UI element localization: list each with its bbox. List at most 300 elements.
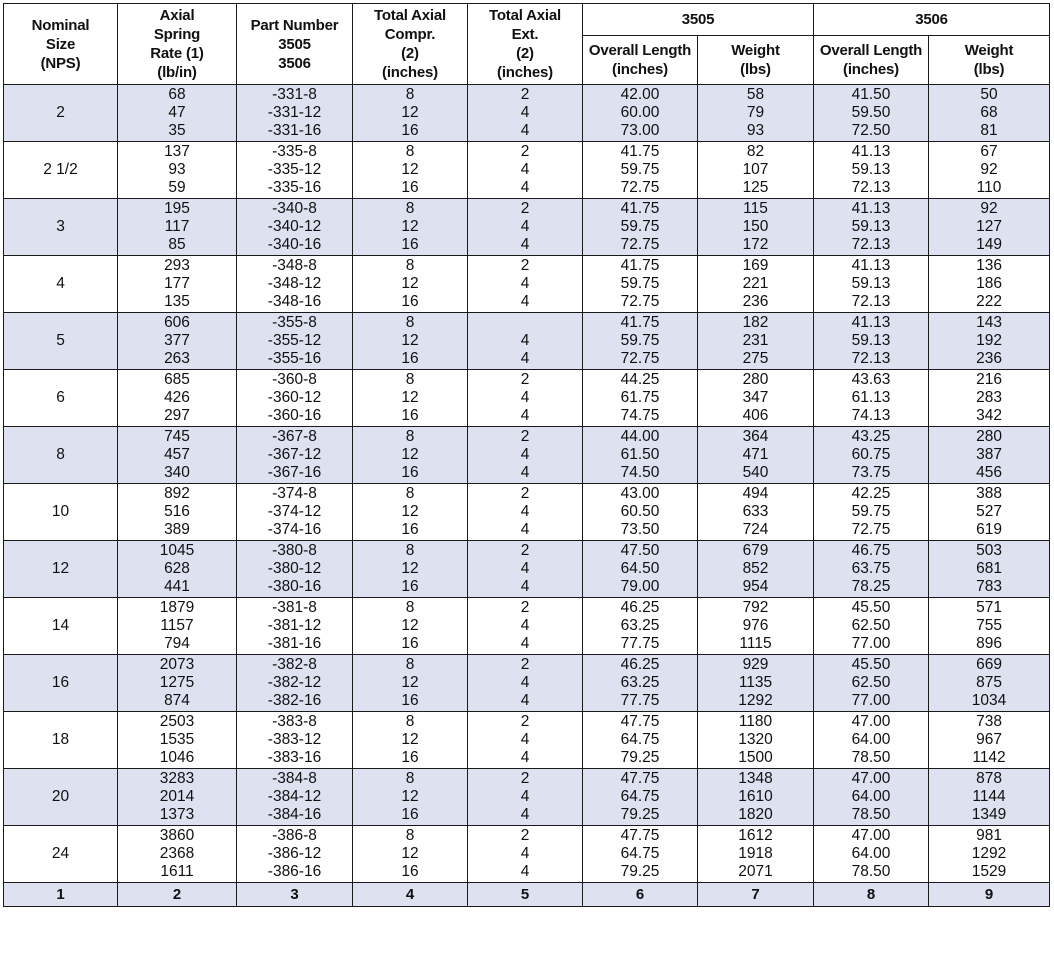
cell-value: 1611 — [160, 863, 194, 880]
cell-value: 47.00 — [851, 713, 891, 730]
cell-value: 79.00 — [620, 578, 660, 595]
header-line: (2) — [516, 45, 534, 62]
cell-value: 72.13 — [851, 179, 891, 196]
cell-value: 60.75 — [851, 446, 891, 463]
header-line: Total Axial — [374, 7, 446, 24]
cell-value: 41.13 — [851, 200, 891, 217]
cell-value: 68 — [980, 104, 998, 121]
cell-value: 792 — [742, 599, 769, 616]
cell-value: 669 — [976, 656, 1002, 673]
cell-value: -335-12 — [267, 161, 322, 178]
cell-value: 852 — [742, 560, 769, 577]
cell-total-axial-compr — [353, 85, 468, 142]
cell-value: 78.50 — [851, 806, 891, 823]
cell-value: 61.13 — [851, 389, 891, 406]
cell-value: 2014 — [159, 788, 195, 805]
header-line: (inches) — [612, 61, 668, 78]
header-part-number — [237, 4, 353, 85]
table-row — [4, 655, 1050, 712]
cell-part-number — [237, 85, 353, 142]
cell-value: 16 — [401, 407, 419, 424]
cell-value: 527 — [976, 503, 1002, 520]
cell-weight-3505 — [698, 256, 814, 313]
cell-spring-rate — [118, 541, 237, 598]
cell-value: 1612 — [738, 827, 773, 844]
header-line: Nominal — [31, 16, 90, 34]
cell-total-axial-ext — [468, 712, 583, 769]
cell-value: 8 — [405, 86, 415, 103]
table-row — [4, 427, 1050, 484]
cell-nominal-size: 16 — [4, 655, 118, 712]
header-line: 3506 — [278, 54, 311, 72]
cell-total-axial-compr — [353, 142, 468, 199]
cell-value: -386-8 — [272, 827, 317, 844]
cell-value: 12 — [401, 389, 419, 406]
cell-part-number — [237, 826, 353, 883]
cell-value: 77.75 — [620, 692, 660, 709]
cell-value: -380-12 — [267, 560, 322, 577]
cell-total-axial-compr — [353, 655, 468, 712]
cell-value: 8 — [405, 371, 415, 388]
header-line: Rate (1) — [150, 45, 204, 62]
cell-value: 186 — [976, 275, 1002, 292]
cell-value: 4 — [520, 806, 530, 823]
cell-value: -348-12 — [267, 275, 322, 292]
cell-value: 44.00 — [620, 428, 660, 445]
cell-value: 61.75 — [620, 389, 660, 406]
cell-weight-3506 — [929, 370, 1050, 427]
cell-value: 61.50 — [620, 446, 660, 463]
cell-value: 73.75 — [851, 464, 891, 481]
cell-value: 724 — [742, 521, 769, 538]
cell-value: 12 — [401, 845, 419, 862]
header-line: (2) — [401, 45, 419, 62]
cell-value: 293 — [164, 257, 190, 274]
cell-value: 16 — [401, 863, 419, 880]
cell-value: 8 — [405, 656, 415, 673]
cell-value: -360-8 — [272, 371, 317, 388]
cell-weight-3506 — [929, 655, 1050, 712]
cell-value: 72.13 — [851, 236, 891, 253]
cell-overall-length-3505 — [583, 769, 698, 826]
cell-value: -355-8 — [272, 314, 317, 331]
cell-value: 81 — [980, 122, 998, 139]
cell-weight-3506 — [929, 484, 1050, 541]
cell-value: 4 — [520, 635, 530, 652]
header-line: Spring — [153, 26, 201, 43]
cell-value: 4 — [520, 749, 530, 766]
cell-value: 389 — [164, 521, 190, 538]
cell-value: 3283 — [159, 770, 195, 787]
cell-value: 4 — [520, 731, 530, 748]
cell-value: 72.75 — [851, 521, 891, 538]
cell-spring-rate — [118, 370, 237, 427]
cell-value: 47.75 — [620, 770, 660, 787]
cell-value: 976 — [742, 617, 769, 634]
cell-value: 16 — [401, 464, 419, 481]
column-number: 4 — [353, 883, 468, 907]
cell-weight-3505 — [698, 541, 814, 598]
cell-total-axial-compr — [353, 199, 468, 256]
cell-value: 12 — [401, 674, 419, 691]
cell-value: -383-16 — [267, 749, 322, 766]
cell-value: 4 — [520, 446, 530, 463]
cell-value: 136 — [976, 257, 1002, 274]
cell-nominal-size: 5 — [4, 313, 118, 370]
cell-part-number — [237, 598, 353, 655]
cell-weight-3505 — [698, 712, 814, 769]
cell-value: 41.50 — [851, 86, 891, 103]
cell-value: 2 — [520, 656, 530, 673]
cell-part-number — [237, 142, 353, 199]
cell-value: 137 — [164, 143, 190, 160]
cell-spring-rate — [118, 142, 237, 199]
cell-value: 77.75 — [620, 635, 660, 652]
table-row — [4, 598, 1050, 655]
cell-value: 79.25 — [620, 749, 660, 766]
cell-value: 72.13 — [851, 293, 891, 310]
table-row — [4, 85, 1050, 142]
cell-value: 59.13 — [851, 275, 891, 292]
cell-value: 1144 — [972, 788, 1006, 805]
cell-value: 231 — [742, 332, 769, 349]
cell-weight-3505 — [698, 826, 814, 883]
cell-value: 16 — [401, 578, 419, 595]
cell-value: 364 — [742, 428, 769, 445]
cell-overall-length-3506 — [814, 484, 929, 541]
cell-part-number — [237, 370, 353, 427]
header-line: Overall Length — [588, 42, 692, 59]
cell-value: 4 — [520, 218, 530, 235]
cell-value: 16 — [401, 806, 419, 823]
cell-value: 221 — [742, 275, 769, 292]
cell-overall-length-3505 — [583, 142, 698, 199]
cell-value: 78.50 — [851, 863, 891, 880]
cell-value: 685 — [164, 371, 190, 388]
cell-value: 280 — [742, 371, 769, 388]
cell-weight-3506 — [929, 427, 1050, 484]
cell-total-axial-ext — [468, 541, 583, 598]
cell-value: 127 — [976, 218, 1002, 235]
cell-value: 8 — [405, 428, 415, 445]
table-row — [4, 142, 1050, 199]
cell-total-axial-ext — [468, 199, 583, 256]
cell-total-axial-compr — [353, 712, 468, 769]
cell-value: -384-8 — [272, 770, 317, 787]
cell-value: 43.63 — [851, 371, 891, 388]
cell-value: 59.75 — [620, 218, 660, 235]
cell-value: 4 — [520, 503, 530, 520]
cell-value: 64.50 — [620, 560, 660, 577]
cell-value: 2 — [520, 713, 530, 730]
cell-value: 12 — [401, 788, 419, 805]
header-line: Weight — [964, 42, 1014, 59]
cell-part-number — [237, 769, 353, 826]
header-line: (inches) — [382, 64, 438, 81]
cell-overall-length-3506 — [814, 712, 929, 769]
cell-value: 4 — [520, 236, 530, 253]
column-number: 2 — [118, 883, 237, 907]
cell-weight-3506 — [929, 712, 1050, 769]
cell-value: 135 — [164, 293, 190, 310]
cell-value: -374-12 — [267, 503, 322, 520]
header-spring-rate — [118, 4, 237, 85]
cell-value: 1180 — [738, 713, 773, 730]
cell-weight-3506 — [929, 598, 1050, 655]
table-row — [4, 370, 1050, 427]
cell-value: 2 — [520, 257, 530, 274]
table-row — [4, 199, 1050, 256]
header-line: (inches) — [843, 61, 899, 78]
cell-value: 172 — [742, 236, 769, 253]
header-line: (NPS) — [40, 54, 81, 72]
cell-value: 12 — [401, 446, 419, 463]
cell-value: -360-12 — [267, 389, 322, 406]
header-line: 3505 — [278, 35, 311, 53]
cell-value: 63.25 — [620, 674, 660, 691]
header-total-axial-compr — [353, 4, 468, 85]
cell-value: 967 — [976, 731, 1002, 748]
cell-value: 77.00 — [851, 635, 891, 652]
cell-part-number — [237, 427, 353, 484]
cell-value: 1292 — [738, 692, 773, 709]
cell-weight-3506 — [929, 826, 1050, 883]
cell-overall-length-3505 — [583, 598, 698, 655]
cell-value: 192 — [976, 332, 1002, 349]
cell-overall-length-3505 — [583, 370, 698, 427]
cell-nominal-size: 2 1/2 — [4, 142, 118, 199]
cell-value: 12 — [401, 161, 419, 178]
cell-value: 177 — [164, 275, 190, 292]
header-line: Weight — [731, 42, 780, 59]
cell-value: 892 — [164, 485, 190, 502]
cell-value: 681 — [976, 560, 1002, 577]
cell-value: 92 — [980, 161, 998, 178]
cell-value: -381-8 — [272, 599, 317, 616]
table-body — [4, 85, 1050, 883]
cell-value: 4 — [520, 464, 530, 481]
cell-value: 64.00 — [851, 731, 891, 748]
cell-overall-length-3505 — [583, 85, 698, 142]
cell-value: 46.25 — [620, 656, 660, 673]
cell-value: 4 — [520, 521, 530, 538]
cell-value: 794 — [164, 635, 190, 652]
header-nominal-size — [4, 4, 118, 85]
cell-value: 74.75 — [620, 407, 660, 424]
cell-part-number — [237, 256, 353, 313]
cell-value: 59.75 — [620, 161, 660, 178]
cell-value: 571 — [976, 599, 1002, 616]
cell-value: 169 — [742, 257, 769, 274]
cell-value: 347 — [742, 389, 769, 406]
cell-value: -340-8 — [272, 200, 317, 217]
cell-value: 494 — [742, 485, 769, 502]
cell-value: 4 — [520, 275, 530, 292]
cell-value: 62.50 — [851, 617, 891, 634]
cell-value: 2368 — [159, 845, 195, 862]
cell-value: 875 — [976, 674, 1002, 691]
cell-value: 79 — [746, 104, 765, 121]
cell-value: 4 — [520, 104, 530, 121]
cell-overall-length-3506 — [814, 85, 929, 142]
cell-value: 79.25 — [620, 863, 660, 880]
cell-value: -367-12 — [267, 446, 322, 463]
cell-value: 43.00 — [620, 485, 660, 502]
cell-value: 64.75 — [620, 731, 660, 748]
cell-value: 633 — [742, 503, 769, 520]
cell-value: 8 — [405, 257, 415, 274]
cell-value: -331-8 — [272, 86, 317, 103]
cell-value: 1045 — [159, 542, 195, 559]
cell-value: 457 — [164, 446, 190, 463]
cell-value: 1046 — [159, 749, 195, 766]
cell-value: 388 — [976, 485, 1002, 502]
cell-value: 150 — [742, 218, 769, 235]
cell-value: 1142 — [972, 749, 1006, 766]
cell-value: 44.25 — [620, 371, 660, 388]
cell-value: 16 — [401, 749, 419, 766]
cell-overall-length-3506 — [814, 427, 929, 484]
cell-value: 182 — [742, 314, 769, 331]
cell-value: 340 — [164, 464, 190, 481]
cell-value: 377 — [164, 332, 190, 349]
cell-nominal-size: 24 — [4, 826, 118, 883]
cell-value: 2 — [520, 599, 530, 616]
cell-value: 4 — [520, 293, 530, 310]
cell-nominal-size: 20 — [4, 769, 118, 826]
cell-value: 47.75 — [620, 713, 660, 730]
column-number: 3 — [237, 883, 353, 907]
cell-value: 275 — [742, 350, 769, 367]
cell-value: 755 — [976, 617, 1002, 634]
cell-total-axial-ext — [468, 85, 583, 142]
cell-value: 263 — [164, 350, 190, 367]
cell-value: 1320 — [738, 731, 773, 748]
cell-value: 4 — [520, 845, 530, 862]
cell-value: 236 — [742, 293, 769, 310]
cell-value: 1610 — [738, 788, 773, 805]
cell-value: 41.13 — [851, 143, 891, 160]
cell-spring-rate — [118, 427, 237, 484]
header-line: Total Axial — [489, 7, 561, 24]
cell-value: 8 — [405, 200, 415, 217]
cell-value: -367-8 — [272, 428, 317, 445]
cell-weight-3506 — [929, 256, 1050, 313]
cell-weight-3505 — [698, 484, 814, 541]
cell-value: 59.13 — [851, 332, 891, 349]
cell-total-axial-ext — [468, 484, 583, 541]
cell-value: 4 — [520, 122, 530, 139]
cell-value: 426 — [164, 389, 190, 406]
cell-spring-rate — [118, 712, 237, 769]
cell-value: 12 — [401, 218, 419, 235]
cell-value: -383-12 — [267, 731, 322, 748]
cell-value: 4 — [520, 692, 530, 709]
cell-overall-length-3506 — [814, 199, 929, 256]
cell-value: 954 — [742, 578, 769, 595]
cell-weight-3505 — [698, 85, 814, 142]
cell-value: 47.50 — [620, 542, 660, 559]
cell-overall-length-3505 — [583, 256, 698, 313]
cell-value: 41.13 — [851, 314, 891, 331]
cell-value: 783 — [976, 578, 1002, 595]
cell-value: 2071 — [738, 863, 773, 880]
cell-value: 297 — [164, 407, 190, 424]
cell-value: 78.50 — [851, 749, 891, 766]
cell-overall-length-3505 — [583, 712, 698, 769]
cell-part-number — [237, 541, 353, 598]
cell-value: -380-16 — [267, 578, 322, 595]
cell-value: 64.00 — [851, 788, 891, 805]
cell-spring-rate — [118, 199, 237, 256]
cell-value: 1292 — [971, 845, 1007, 862]
cell-value: -382-16 — [267, 692, 322, 709]
cell-value: 67 — [980, 143, 998, 160]
cell-value: -381-16 — [267, 635, 322, 652]
cell-weight-3506 — [929, 142, 1050, 199]
cell-overall-length-3506 — [814, 142, 929, 199]
cell-value: 679 — [742, 542, 769, 559]
cell-value: 12 — [401, 332, 419, 349]
cell-value: 59.75 — [620, 275, 660, 292]
cell-value: -355-12 — [267, 332, 322, 349]
cell-value: 628 — [164, 560, 190, 577]
cell-value: 283 — [976, 389, 1002, 406]
cell-value: 125 — [742, 179, 769, 196]
column-number: 8 — [814, 883, 929, 907]
cell-nominal-size: 18 — [4, 712, 118, 769]
cell-value: 471 — [742, 446, 769, 463]
cell-value: 93 — [168, 161, 186, 178]
cell-spring-rate — [118, 598, 237, 655]
cell-value: 1918 — [738, 845, 773, 862]
cell-spring-rate — [118, 313, 237, 370]
cell-value: -386-16 — [267, 863, 322, 880]
cell-value: 1349 — [971, 806, 1007, 823]
cell-overall-length-3506 — [814, 541, 929, 598]
cell-total-axial-ext — [468, 313, 583, 370]
cell-value: 4 — [520, 788, 530, 805]
column-number: 7 — [698, 883, 814, 907]
cell-weight-3505 — [698, 655, 814, 712]
cell-value: 41.75 — [620, 143, 660, 160]
cell-value: 58 — [746, 86, 765, 103]
cell-value: 2 — [520, 143, 530, 160]
cell-value: 63.75 — [851, 560, 891, 577]
cell-value: 47.75 — [620, 827, 660, 844]
cell-value: 72.13 — [851, 350, 891, 367]
cell-value: 46.75 — [851, 542, 891, 559]
cell-value: -335-16 — [267, 179, 322, 196]
cell-overall-length-3505 — [583, 484, 698, 541]
cell-total-axial-ext — [468, 256, 583, 313]
cell-weight-3505 — [698, 313, 814, 370]
cell-value: -331-12 — [267, 104, 322, 121]
table-row — [4, 313, 1050, 370]
cell-value: 1879 — [159, 599, 195, 616]
cell-total-axial-compr — [353, 769, 468, 826]
cell-value: -382-8 — [272, 656, 317, 673]
cell-value: 4 — [520, 578, 530, 595]
cell-value: -367-16 — [267, 464, 322, 481]
cell-weight-3505 — [698, 199, 814, 256]
cell-weight-3506 — [929, 541, 1050, 598]
cell-value: 41.75 — [620, 257, 660, 274]
cell-value: 4 — [520, 179, 530, 196]
cell-value: 896 — [976, 635, 1002, 652]
cell-part-number — [237, 712, 353, 769]
cell-value: 619 — [976, 521, 1002, 538]
